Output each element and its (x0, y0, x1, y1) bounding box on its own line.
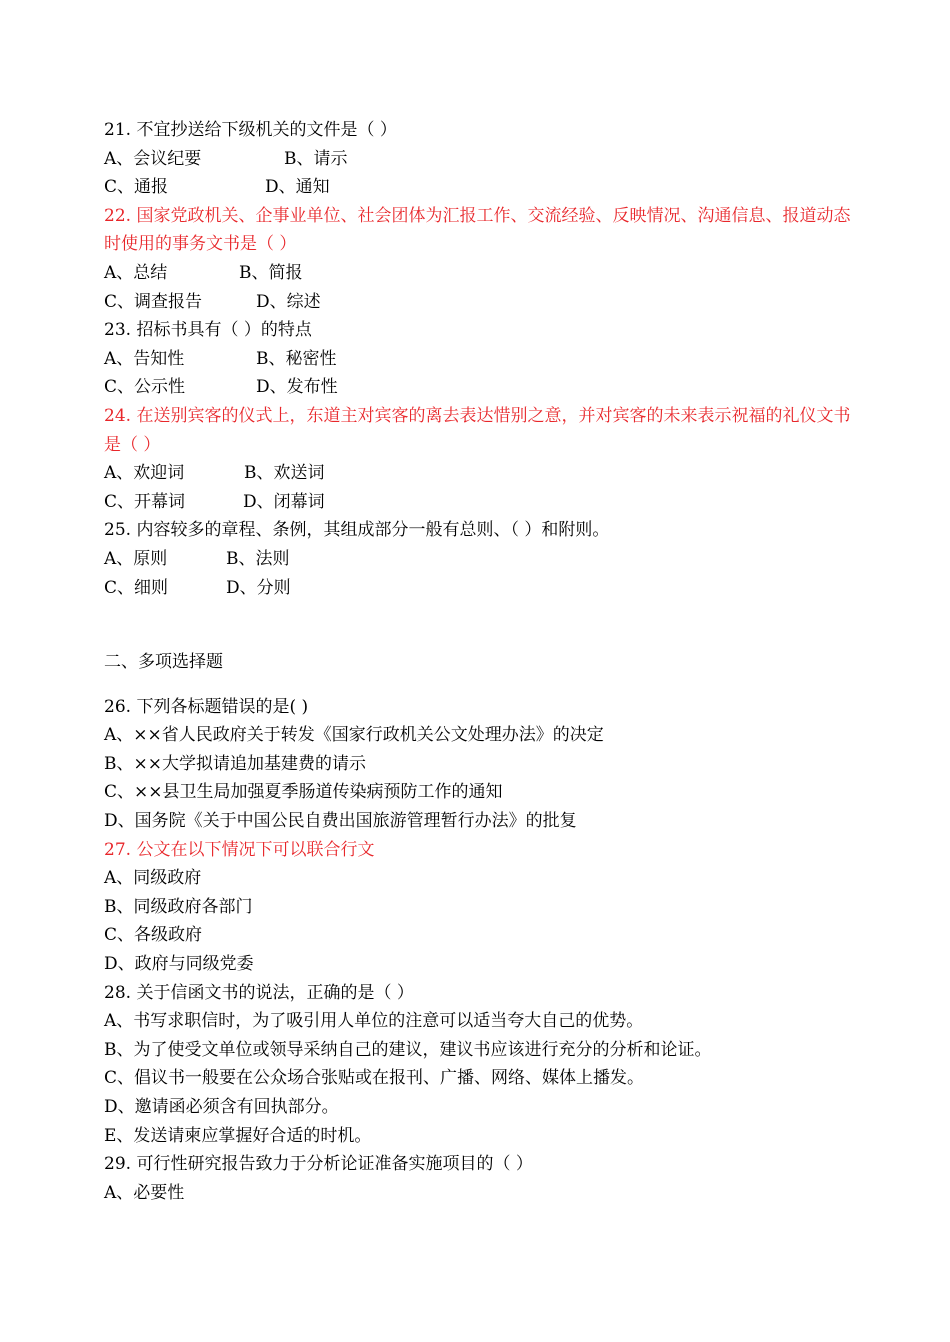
question-28: 28. 关于信函文书的说法，正确的是（ ） (104, 982, 414, 1003)
option-25-d: D、分则 (226, 577, 291, 598)
option-28-e: E、发送请柬应掌握好合适的时机。 (104, 1125, 372, 1146)
option-22-c: C、调查报告 (104, 291, 203, 312)
option-24-b: B、欢送词 (244, 463, 325, 484)
option-26-a: A、××省人民政府关于转发《国家行政机关公文处理办法》的决定 (104, 725, 604, 746)
question-23: 23. 招标书具有（ ）的特点 (104, 320, 312, 341)
option-26-b: B、××大学拟请追加基建费的请示 (104, 753, 366, 774)
option-21-d: D、通知 (265, 177, 330, 198)
section-2-title: 二、多项选择题 (104, 652, 223, 673)
option-27-c: C、各级政府 (104, 925, 203, 946)
option-21-a: A、会议纪要 (104, 148, 202, 169)
question-29: 29. 可行性研究报告致力于分析论证准备实施项目的（ ） (104, 1154, 533, 1175)
question-22-number: 22. (104, 205, 132, 226)
option-23-a: A、告知性 (104, 348, 185, 369)
question-27-number: 27. (104, 839, 132, 860)
question-25: 25. 内容较多的章程、条例，其组成部分一般有总则、（ ）和附则。 (104, 520, 610, 541)
option-28-b: B、为了使受文单位或领导采纳自己的建议，建议书应该进行充分的分析和论证。 (104, 1039, 712, 1060)
question-23-options-row-2 (104, 373, 852, 402)
option-22-a: A、总结 (104, 262, 168, 283)
question-22-text: 国家党政机关、企事业单位、社会团体为汇报工作、交流经验、反映情况、沟通信息、报道动态时使用的事务文书是（ ） (104, 205, 851, 255)
option-26-c: C、××县卫生局加强夏季肠道传染病预防工作的通知 (104, 782, 503, 803)
option-27-d: D、政府与同级党委 (104, 954, 254, 975)
question-24 (104, 402, 852, 459)
option-29-a: A、必要性 (104, 1182, 185, 1203)
option-24-d: D、闭幕词 (243, 491, 325, 512)
question-23-options-row-1 (104, 345, 852, 374)
document-page (104, 116, 852, 1207)
question-24-options-row-2 (104, 488, 852, 517)
question-22 (104, 202, 852, 259)
option-28-d: D、邀请函必须含有回执部分。 (104, 1097, 339, 1117)
option-23-c: C、公示性 (104, 377, 186, 398)
option-24-c: C、开幕词 (104, 491, 186, 512)
option-25-c: C、细则 (104, 577, 169, 598)
question-27 (104, 836, 852, 865)
option-21-c: C、通报 (104, 177, 169, 198)
question-26: 26. 下列各标题错误的是( ) (104, 696, 309, 717)
option-27-a: A、同级政府 (104, 868, 202, 889)
question-25-options-row-2 (104, 574, 852, 603)
option-27-b: B、同级政府各部门 (104, 896, 253, 917)
option-23-d: D、发布性 (256, 377, 338, 398)
question-21: 21. 不宜抄送给下级机关的文件是（ ） (104, 120, 397, 140)
option-22-d: D、综述 (256, 291, 321, 312)
option-22-b: B、简报 (239, 262, 303, 283)
question-22-options-row-2 (104, 288, 852, 317)
question-27-text: 公文在以下情况下可以联合行文 (136, 839, 375, 860)
option-25-a: A、原则 (104, 548, 168, 569)
option-21-b: B、请示 (284, 148, 348, 169)
option-28-a: A、书写求职信时，为了吸引用人单位的注意可以适当夸大自己的优势。 (104, 1011, 644, 1032)
option-24-a: A、欢迎词 (104, 463, 185, 484)
option-23-b: B、秘密性 (256, 348, 337, 369)
option-26-d: D、国务院《关于中国公民自费出国旅游管理暂行办法》的批复 (104, 811, 577, 832)
question-24-number: 24. (104, 405, 132, 426)
question-24-text: 在送别宾客的仪式上，东道主对宾客的离去表达惜别之意，并对宾客的未来表示祝福的礼仪文书是（ ） (104, 405, 851, 455)
option-25-b: B、法则 (226, 548, 290, 569)
question-21-options-row-2 (104, 173, 852, 202)
question-25-options-row-1 (104, 545, 852, 574)
question-24-options-row-1 (104, 459, 852, 488)
question-21-options-row-1 (104, 145, 852, 174)
question-22-options-row-1 (104, 259, 852, 288)
option-28-c: C、倡议书一般要在公众场合张贴或在报刊、广播、网络、媒体上播发。 (104, 1068, 645, 1089)
